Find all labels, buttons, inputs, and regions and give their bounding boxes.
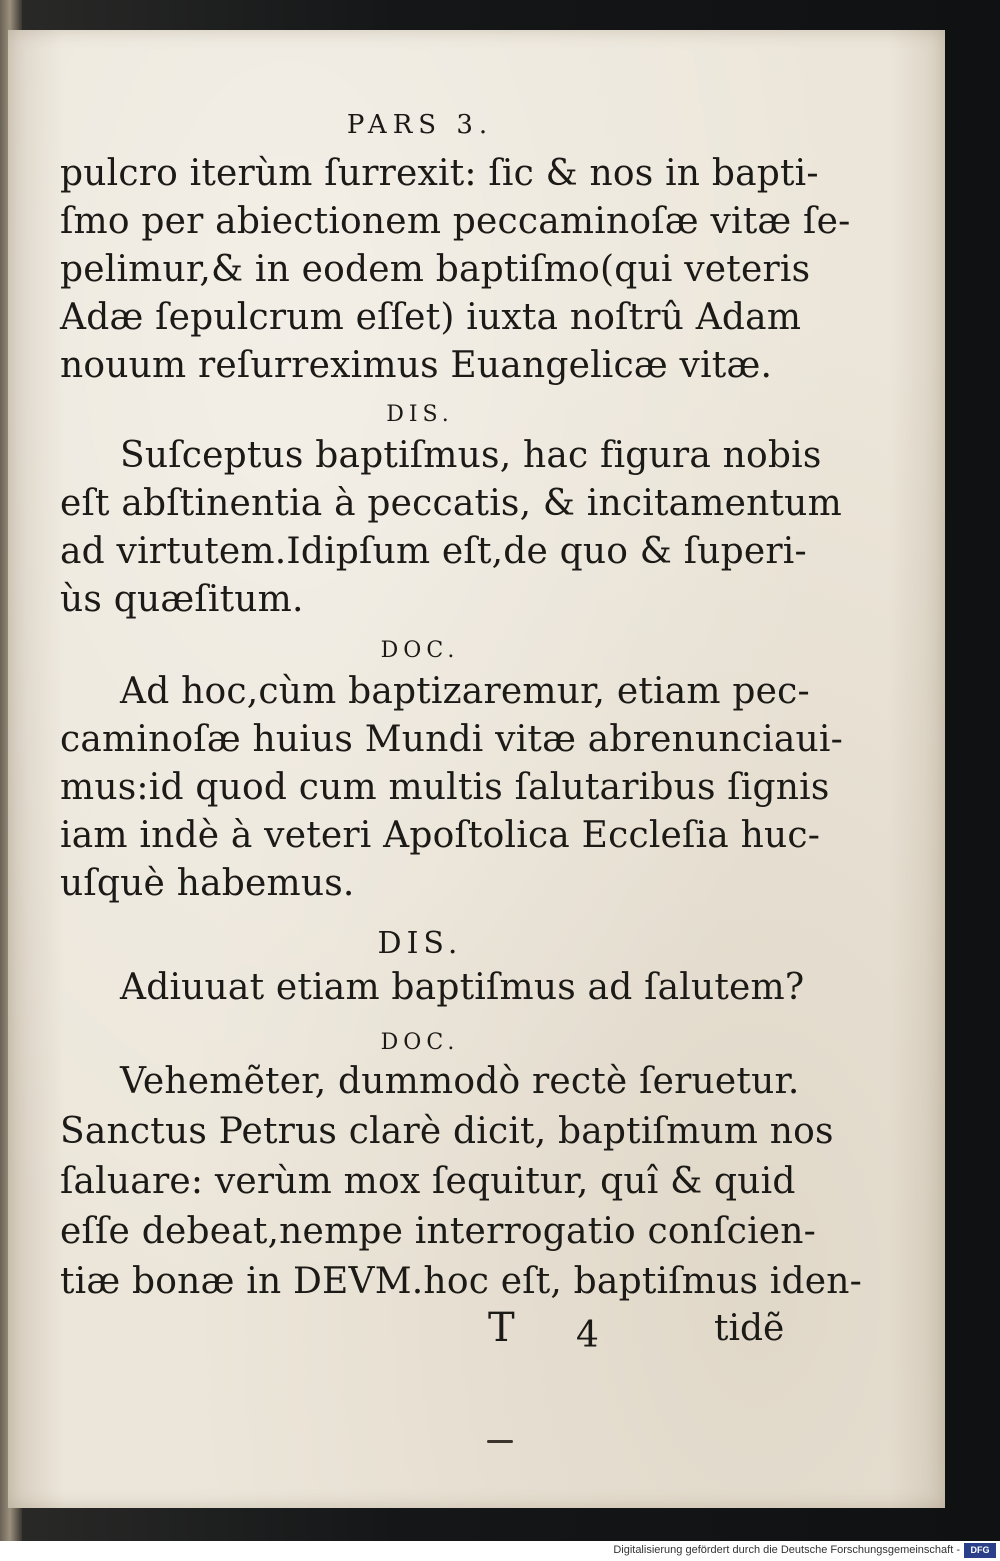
text-line: ſaluare: verùm mox ſequitur, quî & quid: [60, 1161, 796, 1202]
speaker-heading: DOC.: [380, 1030, 460, 1055]
text-line: Adæ ſepulcrum eſſet) iuxta noſtrû Adam: [60, 297, 802, 338]
text-line: ſmo per abiectionem peccaminoſæ vitæ ſe-: [60, 201, 851, 242]
digitization-footer: [0, 1541, 1000, 1561]
text-line: pelimur,& in eodem baptiſmo(qui veteris: [60, 249, 811, 290]
catchword: tidẽ: [714, 1308, 785, 1349]
running-head: PARS 3.: [346, 110, 494, 140]
text-line: ùs quæſitum.: [60, 579, 304, 620]
text-line: Ad hoc,cùm baptizaremur, etiam pec-: [120, 671, 810, 712]
text-line: tiæ bonæ in DEVM.hoc eſt, baptiſmus iden-: [60, 1261, 862, 1302]
text-line: nouum reſurreximus Euangelicæ vitæ.: [60, 345, 773, 386]
text-line: eſt abſtinentia à peccatis, & incitamentum: [60, 483, 842, 524]
text-line: Vehemẽter, dummodò rectè ſeruetur.: [120, 1061, 800, 1102]
text-line: mus:id quod cum multis ſalutaribus ſignis: [60, 767, 830, 808]
text-line: uſquè habemus.: [60, 863, 355, 904]
funding-credit: Digitalisierung gefördert durch die Deutsche Forschungsgemeinschaft -: [613, 1544, 960, 1556]
text-line: caminoſæ huius Mundi vitæ abrenunciaui-: [60, 719, 843, 760]
text-line: eſſe debeat,nempe interrogatio conſcien-: [60, 1211, 817, 1252]
text-line: iam indè à veteri Apoſtolica Eccleſia huc-: [60, 815, 821, 856]
speaker-heading: DIS.: [386, 402, 454, 427]
signature-mark: T: [488, 1305, 515, 1351]
dfg-logo-icon: DFG: [964, 1543, 996, 1558]
text-line: Suſceptus baptiſmus, hac figura nobis: [120, 435, 822, 476]
text-line: Adiuuat etiam baptiſmus ad ſalutem?: [120, 967, 805, 1008]
speaker-heading: DOC.: [380, 638, 460, 663]
text-line: pulcro iterùm ſurrexit: ſic & nos in bapti-: [60, 153, 819, 194]
signature-number: 4: [576, 1315, 599, 1356]
speaker-heading: DIS.: [377, 926, 463, 961]
text-line: ad virtutem.Idipſum eſt,de quo & ſuperi-: [60, 531, 807, 572]
page-mark: [487, 1440, 513, 1443]
book-page: [8, 30, 945, 1508]
text-line: Sanctus Petrus clarè dicit, baptiſmum nos: [60, 1111, 834, 1152]
